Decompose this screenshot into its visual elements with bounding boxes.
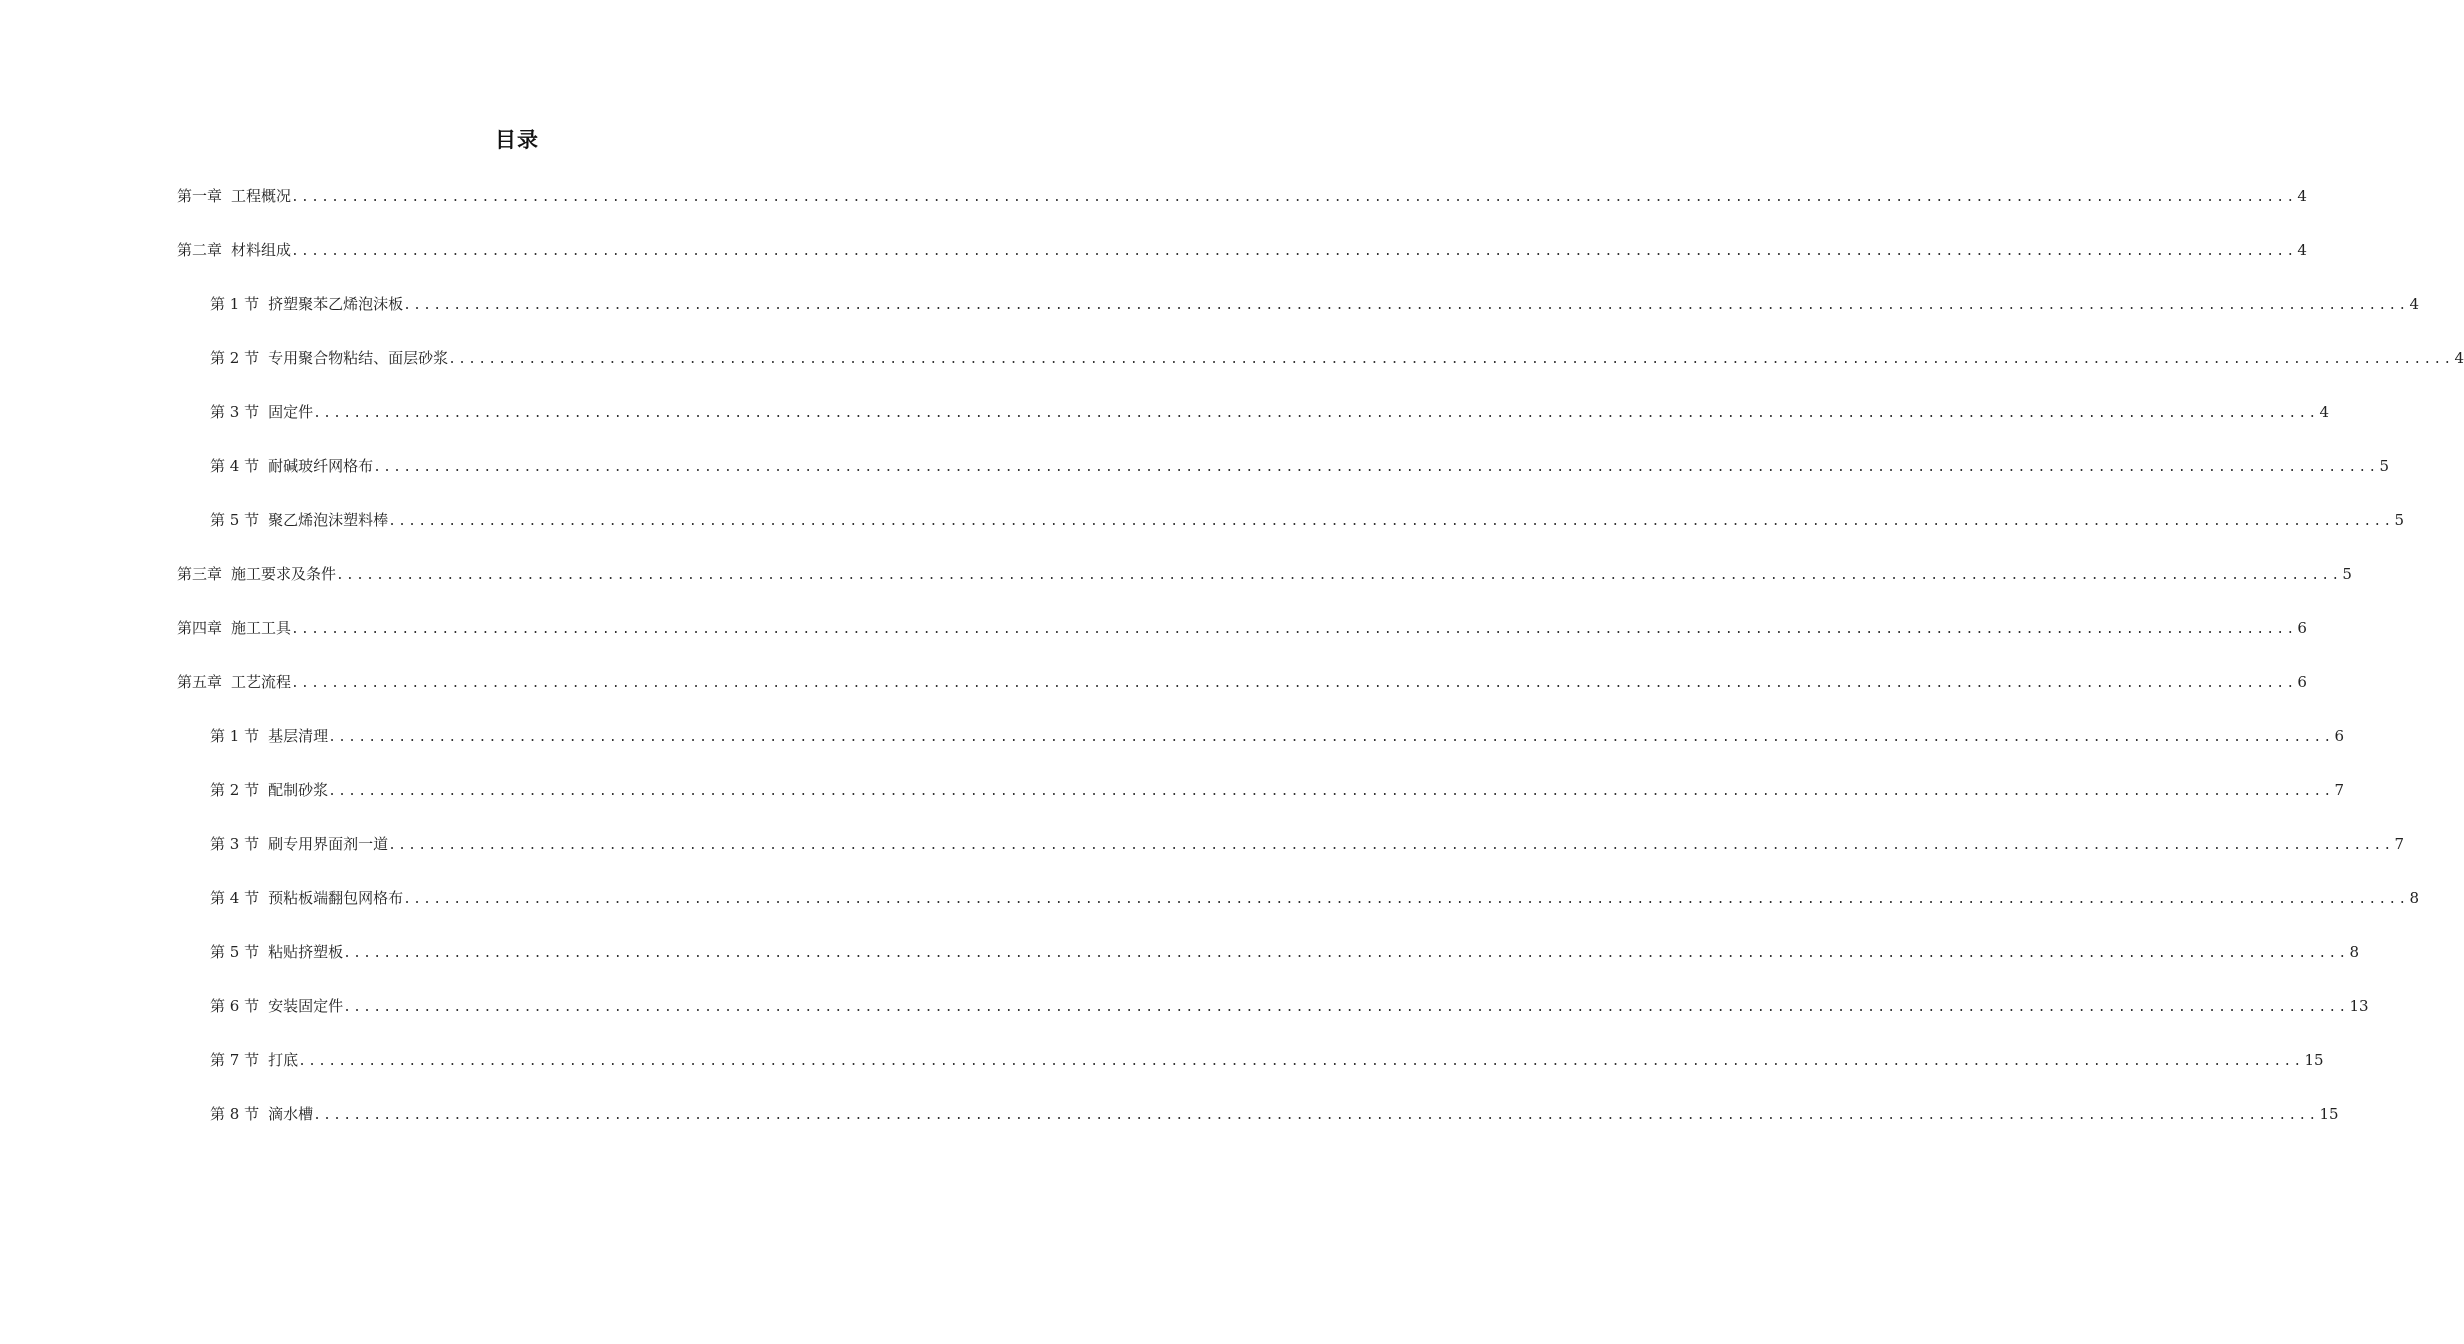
toc-entry-title: 基层清理 bbox=[268, 727, 329, 745]
toc-entry-title: 预粘板端翻包网格布 bbox=[268, 889, 404, 907]
toc-entry[interactable] bbox=[177, 884, 2419, 938]
toc-entry-number: 第 5 节 bbox=[210, 511, 260, 529]
toc-entry-number: 第 5 节 bbox=[210, 943, 260, 961]
toc-entry-title: 挤塑聚苯乙烯泡沫板 bbox=[268, 295, 404, 313]
toc-entry[interactable] bbox=[177, 236, 2307, 290]
toc-entry[interactable] bbox=[177, 776, 2344, 830]
toc-entry[interactable] bbox=[177, 992, 2369, 1046]
dot-leader: ........................................................................................................................................................................................................ bbox=[403, 298, 2409, 313]
toc-entry-page: 15 bbox=[2319, 1105, 2339, 1123]
toc-entry[interactable] bbox=[177, 668, 2307, 722]
toc-entry[interactable] bbox=[177, 290, 2419, 344]
toc-entry[interactable] bbox=[177, 398, 2329, 452]
toc-entry-page: 4 bbox=[2319, 403, 2329, 421]
toc-entry-page: 6 bbox=[2334, 727, 2344, 745]
toc-entry-title: 施工要求及条件 bbox=[231, 565, 337, 583]
toc-entry-title: 刷专用界面剂一道 bbox=[268, 835, 389, 853]
toc-entry-number: 第 1 节 bbox=[210, 295, 260, 313]
dot-leader: ........................................................................................................................................................................................................ bbox=[448, 352, 2454, 367]
toc-entry-title: 粘贴挤塑板 bbox=[268, 943, 344, 961]
toc-entry-number: 第 2 节 bbox=[210, 349, 260, 367]
toc-entry-page: 5 bbox=[2379, 457, 2389, 475]
toc-entry-page: 6 bbox=[2297, 673, 2307, 691]
dot-leader: ........................................................................................................................................................................................................ bbox=[291, 190, 2297, 205]
dot-leader: ........................................................................................................................................................................................................ bbox=[373, 460, 2379, 475]
toc-entry[interactable] bbox=[177, 1046, 2324, 1100]
toc-entry-number: 第 1 节 bbox=[210, 727, 260, 745]
toc-entry-page: 8 bbox=[2409, 889, 2419, 907]
toc-entry-number: 第 7 节 bbox=[210, 1051, 260, 1069]
toc-entry[interactable] bbox=[177, 1100, 2339, 1154]
dot-leader: ........................................................................................................................................................................................................ bbox=[336, 568, 2342, 583]
toc-entry-title: 配制砂浆 bbox=[268, 781, 329, 799]
toc-entry-page: 4 bbox=[2454, 349, 2464, 367]
toc-entry-page: 4 bbox=[2297, 187, 2307, 205]
dot-leader: ........................................................................................................................................................................................................ bbox=[343, 946, 2349, 961]
dot-leader: ........................................................................................................................................................................................................ bbox=[403, 892, 2409, 907]
dot-leader: ........................................................................................................................................................................................................ bbox=[328, 784, 2334, 799]
toc-entry-page: 4 bbox=[2409, 295, 2419, 313]
toc-entry-title: 滴水槽 bbox=[268, 1105, 314, 1123]
dot-leader: ........................................................................................................................................................................................................ bbox=[388, 514, 2394, 529]
dot-leader: ........................................................................................................................................................................................................ bbox=[343, 1000, 2349, 1015]
toc-entry-number: 第五章 bbox=[177, 673, 223, 691]
toc-entry-number: 第二章 bbox=[177, 241, 223, 259]
dot-leader: ........................................................................................................................................................................................................ bbox=[298, 1054, 2304, 1069]
toc-entry-title: 工程概况 bbox=[231, 187, 292, 205]
toc-entry-page: 13 bbox=[2349, 997, 2369, 1015]
toc-entry-title: 打底 bbox=[268, 1051, 299, 1069]
toc-entry-number: 第 2 节 bbox=[210, 781, 260, 799]
toc-entry-title: 工艺流程 bbox=[231, 673, 292, 691]
toc-entry[interactable] bbox=[177, 830, 2404, 884]
toc-entry[interactable] bbox=[177, 614, 2307, 668]
toc-entry[interactable] bbox=[177, 182, 2307, 236]
toc-entry-number: 第一章 bbox=[177, 187, 223, 205]
table-of-contents bbox=[177, 182, 2464, 1154]
dot-leader: ........................................................................................................................................................................................................ bbox=[291, 676, 2297, 691]
toc-entry-page: 8 bbox=[2349, 943, 2359, 961]
toc-entry-title: 专用聚合物粘结、面层砂浆 bbox=[268, 349, 449, 367]
toc-entry[interactable] bbox=[177, 722, 2344, 776]
toc-entry[interactable] bbox=[177, 560, 2352, 614]
dot-leader: ........................................................................................................................................................................................................ bbox=[291, 622, 2297, 637]
toc-entry-title: 材料组成 bbox=[231, 241, 292, 259]
toc-entry-title: 固定件 bbox=[268, 403, 314, 421]
toc-entry[interactable] bbox=[177, 344, 2464, 398]
toc-entry-page: 4 bbox=[2297, 241, 2307, 259]
toc-entry-title: 聚乙烯泡沫塑料棒 bbox=[268, 511, 389, 529]
toc-entry-number: 第 3 节 bbox=[210, 403, 260, 421]
toc-entry[interactable] bbox=[177, 938, 2359, 992]
toc-entry-page: 7 bbox=[2334, 781, 2344, 799]
toc-entry-title: 安装固定件 bbox=[268, 997, 344, 1015]
dot-leader: ........................................................................................................................................................................................................ bbox=[388, 838, 2394, 853]
toc-entry-number: 第四章 bbox=[177, 619, 223, 637]
toc-entry-number: 第 4 节 bbox=[210, 457, 260, 475]
toc-entry-number: 第 3 节 bbox=[210, 835, 260, 853]
page-title: 目录 bbox=[495, 128, 539, 152]
dot-leader: ........................................................................................................................................................................................................ bbox=[291, 244, 2297, 259]
toc-entry-number: 第 4 节 bbox=[210, 889, 260, 907]
toc-entry-number: 第三章 bbox=[177, 565, 223, 583]
dot-leader: ........................................................................................................................................................................................................ bbox=[313, 1108, 2319, 1123]
toc-entry-page: 15 bbox=[2304, 1051, 2324, 1069]
toc-entry-title: 耐碱玻纤网格布 bbox=[268, 457, 374, 475]
toc-entry[interactable] bbox=[177, 506, 2404, 560]
toc-entry-page: 7 bbox=[2394, 835, 2404, 853]
toc-entry[interactable] bbox=[177, 452, 2389, 506]
toc-entry-title: 施工工具 bbox=[231, 619, 292, 637]
dot-leader: ........................................................................................................................................................................................................ bbox=[328, 730, 2334, 745]
toc-entry-page: 5 bbox=[2394, 511, 2404, 529]
dot-leader: ........................................................................................................................................................................................................ bbox=[313, 406, 2319, 421]
toc-entry-number: 第 6 节 bbox=[210, 997, 260, 1015]
toc-entry-page: 5 bbox=[2342, 565, 2352, 583]
toc-entry-page: 6 bbox=[2297, 619, 2307, 637]
toc-entry-number: 第 8 节 bbox=[210, 1105, 260, 1123]
